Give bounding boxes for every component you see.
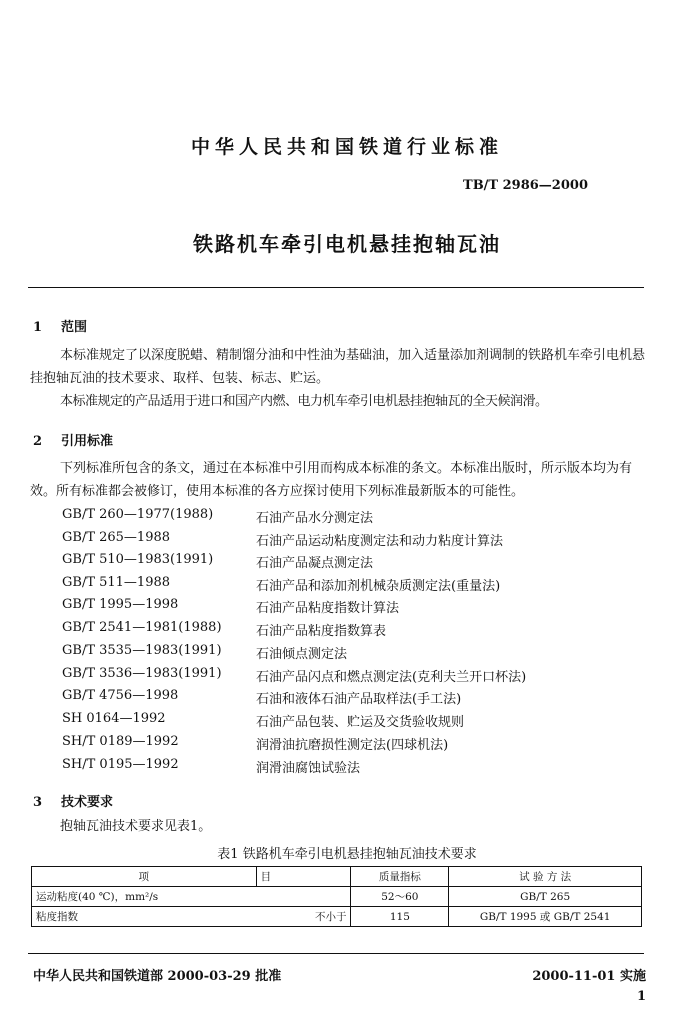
row-method: GB/T 1995 或 GB/T 2541 (449, 907, 642, 927)
section-number: 1 (33, 320, 43, 335)
table-row (32, 887, 642, 907)
paragraph: 本标准规定了以深度脱蜡、精制馏分油和中性油为基础油，加入适量添加剂调制的铁路机车牵引电机悬挂抱轴瓦油的技术要求、取样、包装、标志、贮运。 (30, 348, 646, 386)
section-heading-2 (33, 430, 113, 449)
table-row (32, 907, 642, 927)
row-qualifier (256, 887, 351, 907)
header-method: 试 验 方 法 (449, 867, 642, 887)
reference-code: GB/T 1995—1998 (62, 597, 179, 612)
reference-title: 石油产品包装、贮运及交货验收规则 (256, 715, 465, 730)
reference-title: 石油产品粘度指数算表 (256, 624, 387, 639)
reference-title: 石油和液体石油产品取样法(手工法) (256, 692, 462, 707)
reference-title: 石油产品运动粘度测定法和动力粘度计算法 (256, 534, 504, 549)
effective-date: 2000-11-01 实施 (532, 969, 646, 984)
reference-title: 润滑油腐蚀试验法 (256, 761, 361, 776)
reference-title: 石油产品水分测定法 (256, 511, 374, 526)
document-title: 铁路机车牵引电机悬挂抱轴瓦油 (193, 232, 501, 256)
row-value: 115 (351, 907, 449, 927)
reference-code: GB/T 510—1983(1991) (62, 552, 214, 567)
standard-code: TB/T 2986—2000 (463, 178, 588, 193)
section-number: 3 (33, 795, 43, 810)
header-item-right: 目 (256, 867, 351, 887)
reference-code: GB/T 3535—1983(1991) (62, 643, 222, 658)
reference-code: GB/T 260—1977(1988) (62, 507, 214, 522)
standard-type-heading: 中华人民共和国铁道行业标准 (190, 136, 503, 158)
section-2-body (30, 457, 646, 503)
table-caption: 表1 铁路机车牵引电机悬挂抱轴瓦油技术要求 (217, 847, 477, 862)
reference-title: 石油产品凝点测定法 (256, 556, 374, 571)
header-item-left: 项 (32, 867, 257, 887)
row-item: 粘度指数 (32, 907, 257, 927)
footer-rule (28, 953, 644, 954)
spec-table (31, 866, 642, 927)
row-method: GB/T 265 (449, 887, 642, 907)
page-number: 1 (636, 989, 646, 1004)
paragraph: 抱轴瓦油技术要求见表1。 (60, 819, 212, 834)
reference-code: SH 0164—1992 (62, 711, 166, 726)
paragraph: 下列标准所包含的条文，通过在本标准中引用而构成本标准的条文。本标准出版时，所示版本均为有效。所有标准都会被修订，使用本标准的各方应探讨使用下列标准最新版本的可能性。 (30, 461, 633, 499)
approval-note: 中华人民共和国铁道部 2000-03-29 批准 (33, 969, 282, 984)
section-title: 引用标准 (61, 434, 114, 449)
row-item: 运动粘度(40 ℃)，mm²/s (32, 887, 257, 907)
reference-title: 石油产品闪点和燃点测定法(克利夫兰开口杯法) (256, 670, 527, 685)
reference-title: 石油产品粘度指数计算法 (256, 601, 400, 616)
header-spec: 质量指标 (351, 867, 449, 887)
reference-code: GB/T 2541—1981(1988) (62, 620, 222, 635)
section-heading-1 (33, 316, 87, 335)
reference-code: GB/T 265—1988 (62, 530, 171, 545)
section-title: 技术要求 (61, 795, 114, 810)
reference-title: 石油倾点测定法 (256, 647, 348, 662)
row-value: 52～60 (351, 887, 449, 907)
reference-title: 石油产品和添加剂机械杂质测定法(重量法) (256, 579, 501, 594)
reference-code: GB/T 511—1988 (62, 575, 171, 590)
section-title: 范围 (61, 320, 88, 335)
section-1-body (30, 344, 646, 413)
section-heading-3 (33, 791, 113, 810)
reference-code: GB/T 4756—1998 (62, 688, 179, 703)
row-qualifier: 不小于 (256, 907, 351, 927)
reference-code: SH/T 0189—1992 (62, 734, 179, 749)
reference-code: SH/T 0195—1992 (62, 757, 179, 772)
section-number: 2 (33, 434, 43, 449)
reference-code: GB/T 3536—1983(1991) (62, 666, 222, 681)
paragraph: 本标准规定的产品适用于进口和国产内燃、电力机车牵引电机悬挂抱轴瓦的全天候润滑。 (60, 394, 548, 409)
table-header-row (32, 867, 642, 887)
reference-title: 润滑油抗磨损性测定法(四球机法) (256, 738, 449, 753)
header-rule (28, 287, 644, 288)
section-3-body (30, 815, 646, 838)
